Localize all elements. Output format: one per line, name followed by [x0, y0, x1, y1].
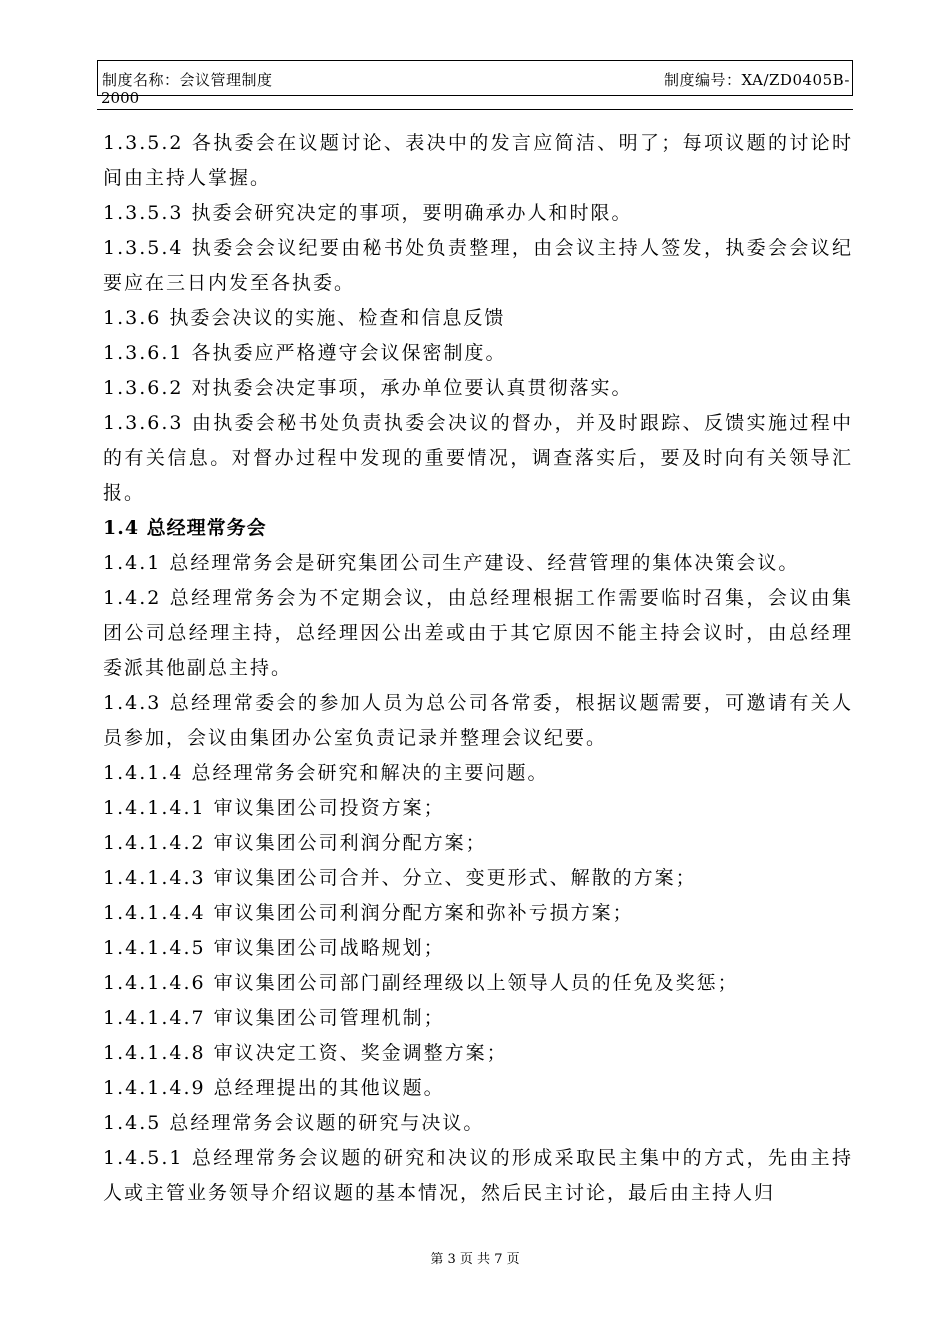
document-header: [97, 60, 853, 96]
body-paragraph: 1.4.1.4.6 审议集团公司部门副经理级以上领导人员的任免及奖惩；: [103, 972, 739, 994]
body-paragraph: 1.4.1.4.5 审议集团公司战略规划；: [103, 937, 445, 959]
section-heading: 1.4 总经理常务会: [103, 517, 267, 539]
document-body: [103, 126, 853, 1211]
body-paragraph: 1.4.1.4.7 审议集团公司管理机制；: [103, 1007, 445, 1029]
body-paragraph: 1.4.5.1 总经理常务会议题的研究和决议的形成采取民主集中的方式，先由主持人或主管业务领导介绍议题的基本情况，然后民主讨论，最后由主持人归: [103, 1147, 853, 1204]
body-paragraph: 1.3.5.2 各执委会在议题讨论、表决中的发言应简洁、明了；每项议题的讨论时间由主持人掌握。: [103, 132, 853, 189]
body-paragraph: 1.4.5 总经理常务会议题的研究与决议。: [103, 1112, 485, 1134]
body-paragraph: 1.3.6.2 对执委会决定事项，承办单位要认真贯彻落实。: [103, 377, 633, 399]
body-paragraph: 1.4.1.4.2 审议集团公司利润分配方案；: [103, 832, 487, 854]
body-paragraph: 1.4.1.4.4 审议集团公司利润分配方案和弥补亏损方案；: [103, 902, 634, 924]
body-paragraph: 1.4.3 总经理常委会的参加人员为总公司各常委，根据议题需要，可邀请有关人员参加，会议由集团办公室负责记录并整理会议纪要。: [103, 692, 853, 749]
body-paragraph: 1.3.5.4 执委会会议纪要由秘书处负责整理，由会议主持人签发，执委会会议纪要应在三日内发至各执委。: [103, 237, 853, 294]
body-paragraph: 1.4.1.4.3 审议集团公司合并、分立、变更形式、解散的方案；: [103, 867, 697, 889]
page-number: 第 3 页 共 7 页: [430, 1252, 520, 1267]
body-paragraph: 1.3.6.1 各执委应严格遵守会议保密制度。: [103, 342, 507, 364]
body-paragraph: 1.4.2 总经理常务会为不定期会议，由总经理根据工作需要临时召集，会议由集团公司总经理主持，总经理因公出差或由于其它原因不能主持会议时，由总经理委派其他副总主持。: [103, 587, 853, 679]
regulation-number: 制度编号：XA/ZD0405B-: [663, 71, 850, 89]
body-paragraph: 1.4.1.4.9 总经理提出的其他议题。: [103, 1077, 445, 1099]
regulation-name: 制度名称：会议管理制度: [102, 71, 273, 89]
regulation-number-wrap: 2000: [101, 89, 140, 107]
body-paragraph: 1.3.6.3 由执委会秘书处负责执委会决议的督办，并及时跟踪、反馈实施过程中的有关信息。对督办过程中发现的重要情况，调查落实后，要及时向有关领导汇报。: [103, 412, 853, 504]
header-divider: [97, 109, 853, 110]
body-paragraph: 1.4.1.4 总经理常务会研究和解决的主要问题。: [103, 762, 549, 784]
body-paragraph: 1.3.5.3 执委会研究决定的事项，要明确承办人和时限。: [103, 202, 633, 224]
body-paragraph: 1.4.1 总经理常务会是研究集团公司生产建设、经营管理的集体决策会议。: [103, 552, 800, 574]
body-paragraph: 1.4.1.4.8 审议决定工资、奖金调整方案；: [103, 1042, 508, 1064]
body-paragraph: 1.4.1.4.1 审议集团公司投资方案；: [103, 797, 445, 819]
body-paragraph: 1.3.6 执委会决议的实施、检查和信息反馈: [103, 307, 506, 329]
